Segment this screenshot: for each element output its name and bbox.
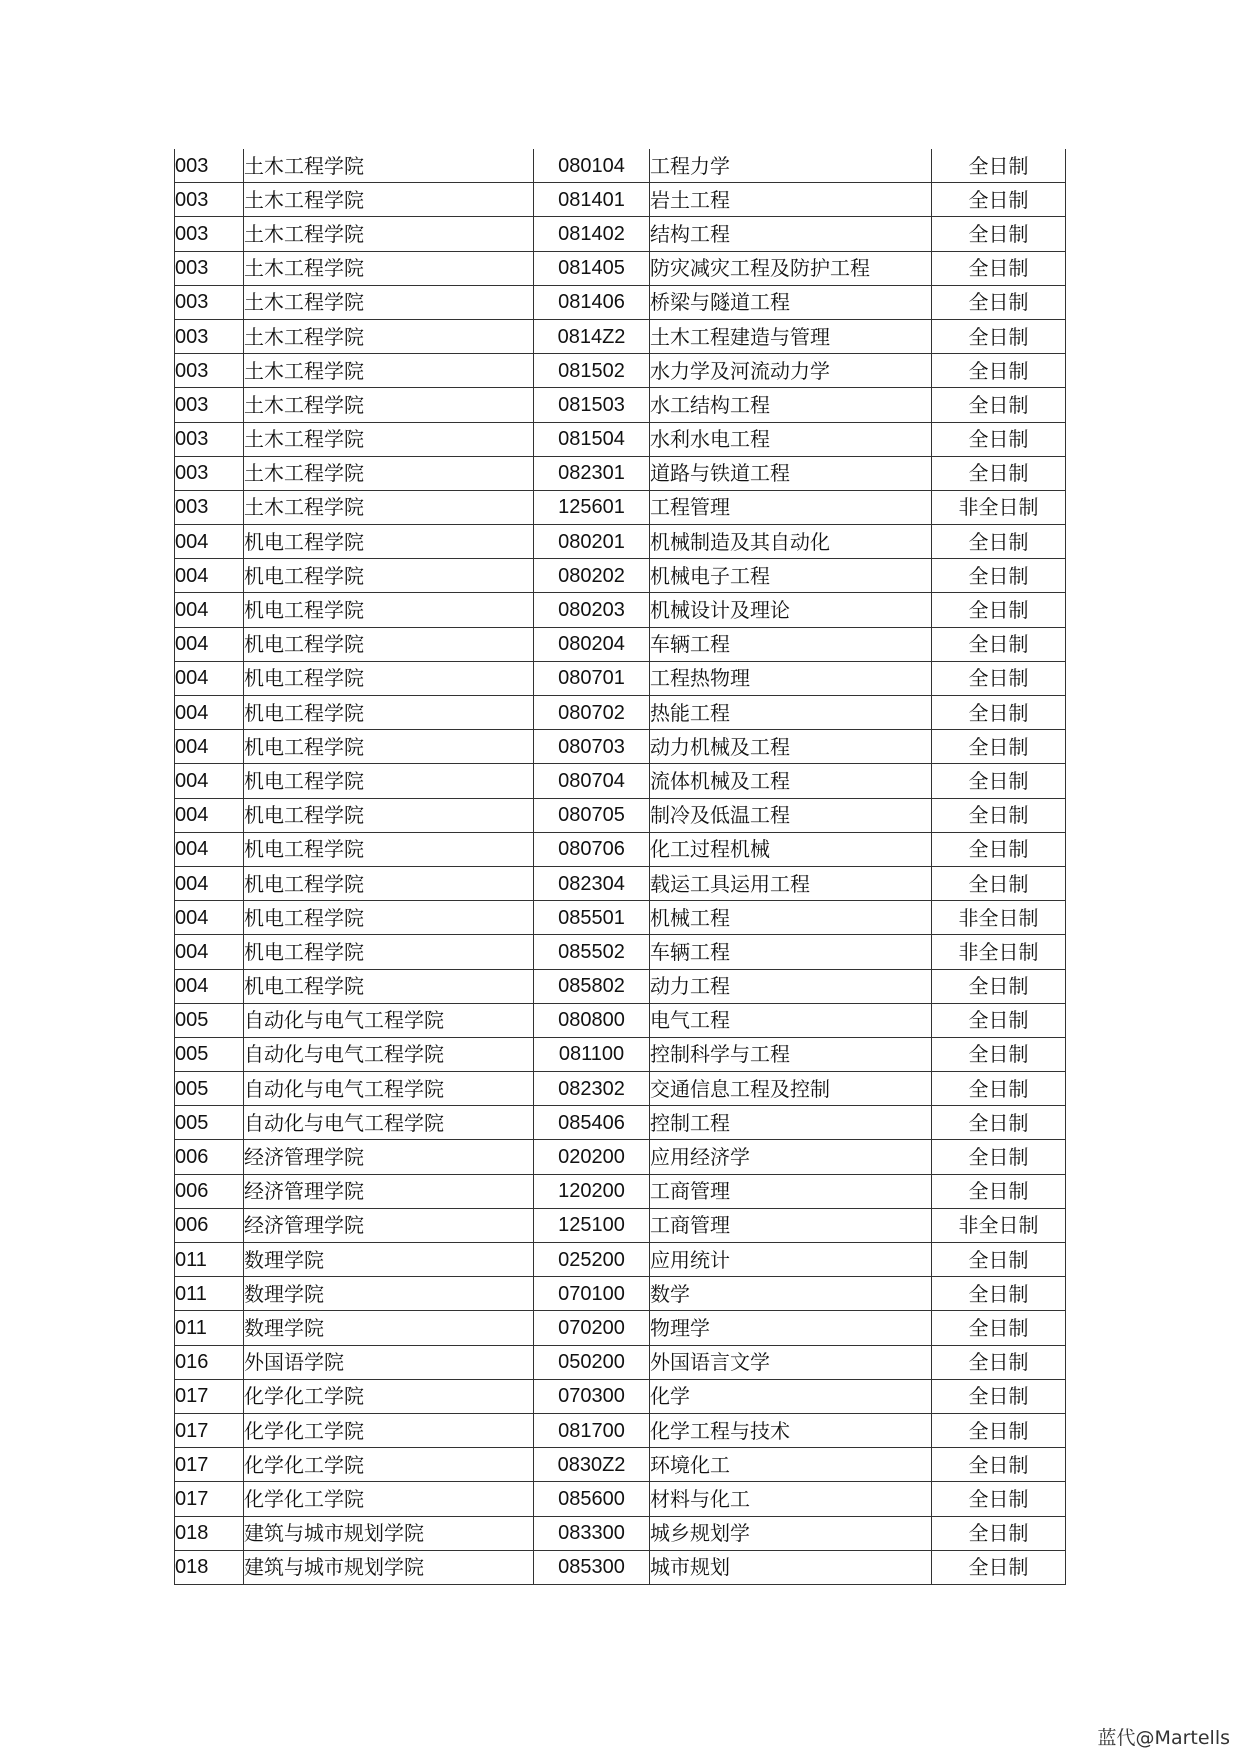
study-mode-cell: 全日制 [932, 183, 1066, 217]
major-code-cell: 080704 [534, 764, 650, 798]
major-name-cell: 应用统计 [650, 1243, 932, 1277]
table-row [175, 1379, 1066, 1413]
school-name-cell: 机电工程学院 [244, 627, 534, 661]
school-name-cell: 数理学院 [244, 1277, 534, 1311]
study-mode-cell: 全日制 [932, 1311, 1066, 1345]
school-code-cell: 003 [175, 251, 244, 285]
school-name-cell: 化学化工学院 [244, 1448, 534, 1482]
school-code-cell: 011 [175, 1277, 244, 1311]
table-row [175, 730, 1066, 764]
table-row [175, 149, 1066, 183]
major-name-cell: 水力学及河流动力学 [650, 354, 932, 388]
study-mode-cell: 全日制 [932, 969, 1066, 1003]
school-name-cell: 土木工程学院 [244, 217, 534, 251]
school-code-cell: 005 [175, 1072, 244, 1106]
major-name-cell: 工商管理 [650, 1208, 932, 1242]
school-name-cell: 土木工程学院 [244, 183, 534, 217]
major-code-cell: 081405 [534, 251, 650, 285]
programs-table [174, 149, 1066, 1585]
study-mode-cell: 全日制 [932, 696, 1066, 730]
major-name-cell: 动力机械及工程 [650, 730, 932, 764]
major-code-cell: 081502 [534, 354, 650, 388]
major-name-cell: 水工结构工程 [650, 388, 932, 422]
study-mode-cell: 全日制 [932, 525, 1066, 559]
study-mode-cell: 全日制 [932, 1448, 1066, 1482]
table-row [175, 490, 1066, 524]
study-mode-cell: 全日制 [932, 1037, 1066, 1071]
major-name-cell: 工程力学 [650, 149, 932, 183]
major-code-cell: 080703 [534, 730, 650, 764]
study-mode-cell: 非全日制 [932, 901, 1066, 935]
school-name-cell: 土木工程学院 [244, 251, 534, 285]
school-name-cell: 机电工程学院 [244, 525, 534, 559]
study-mode-cell: 全日制 [932, 764, 1066, 798]
major-name-cell: 化学工程与技术 [650, 1413, 932, 1447]
study-mode-cell: 全日制 [932, 1174, 1066, 1208]
study-mode-cell: 全日制 [932, 832, 1066, 866]
school-name-cell: 机电工程学院 [244, 935, 534, 969]
table-row [175, 559, 1066, 593]
major-name-cell: 动力工程 [650, 969, 932, 1003]
major-code-cell: 080201 [534, 525, 650, 559]
table-row [175, 593, 1066, 627]
programs-table-body [175, 149, 1066, 1584]
table-row [175, 1140, 1066, 1174]
school-name-cell: 机电工程学院 [244, 593, 534, 627]
school-code-cell: 018 [175, 1516, 244, 1550]
school-name-cell: 建筑与城市规划学院 [244, 1550, 534, 1584]
study-mode-cell: 非全日制 [932, 935, 1066, 969]
school-name-cell: 数理学院 [244, 1311, 534, 1345]
table-row [175, 1516, 1066, 1550]
major-code-cell: 080204 [534, 627, 650, 661]
study-mode-cell: 全日制 [932, 627, 1066, 661]
major-code-cell: 070100 [534, 1277, 650, 1311]
school-code-cell: 004 [175, 627, 244, 661]
study-mode-cell: 全日制 [932, 661, 1066, 695]
major-name-cell: 车辆工程 [650, 935, 932, 969]
school-code-cell: 005 [175, 1003, 244, 1037]
major-code-cell: 080706 [534, 832, 650, 866]
table-row [175, 969, 1066, 1003]
major-name-cell: 机械工程 [650, 901, 932, 935]
school-code-cell: 003 [175, 285, 244, 319]
watermark: 蓝代@Martells [1097, 1727, 1230, 1749]
major-name-cell: 化学 [650, 1379, 932, 1413]
school-name-cell: 机电工程学院 [244, 696, 534, 730]
major-name-cell: 控制工程 [650, 1106, 932, 1140]
study-mode-cell: 全日制 [932, 1379, 1066, 1413]
school-name-cell: 土木工程学院 [244, 422, 534, 456]
major-code-cell: 081700 [534, 1413, 650, 1447]
study-mode-cell: 全日制 [932, 1277, 1066, 1311]
school-name-cell: 自动化与电气工程学院 [244, 1037, 534, 1071]
table-row [175, 525, 1066, 559]
school-name-cell: 土木工程学院 [244, 285, 534, 319]
school-code-cell: 004 [175, 969, 244, 1003]
major-code-cell: 020200 [534, 1140, 650, 1174]
school-code-cell: 005 [175, 1106, 244, 1140]
study-mode-cell: 全日制 [932, 354, 1066, 388]
study-mode-cell: 全日制 [932, 1140, 1066, 1174]
school-code-cell: 004 [175, 866, 244, 900]
major-name-cell: 环境化工 [650, 1448, 932, 1482]
major-name-cell: 土木工程建造与管理 [650, 319, 932, 353]
school-code-cell: 004 [175, 696, 244, 730]
school-name-cell: 化学化工学院 [244, 1482, 534, 1516]
school-code-cell: 006 [175, 1208, 244, 1242]
major-code-cell: 081402 [534, 217, 650, 251]
school-name-cell: 经济管理学院 [244, 1174, 534, 1208]
study-mode-cell: 非全日制 [932, 490, 1066, 524]
major-code-cell: 125100 [534, 1208, 650, 1242]
school-name-cell: 机电工程学院 [244, 798, 534, 832]
school-name-cell: 机电工程学院 [244, 969, 534, 1003]
major-code-cell: 0830Z2 [534, 1448, 650, 1482]
school-name-cell: 经济管理学院 [244, 1140, 534, 1174]
school-code-cell: 003 [175, 490, 244, 524]
major-code-cell: 070300 [534, 1379, 650, 1413]
school-code-cell: 011 [175, 1311, 244, 1345]
table-row [175, 1277, 1066, 1311]
school-name-cell: 化学化工学院 [244, 1413, 534, 1447]
school-code-cell: 003 [175, 456, 244, 490]
school-name-cell: 土木工程学院 [244, 490, 534, 524]
major-code-cell: 081503 [534, 388, 650, 422]
school-code-cell: 017 [175, 1448, 244, 1482]
major-name-cell: 应用经济学 [650, 1140, 932, 1174]
school-name-cell: 机电工程学院 [244, 901, 534, 935]
study-mode-cell: 全日制 [932, 422, 1066, 456]
major-code-cell: 0814Z2 [534, 319, 650, 353]
major-name-cell: 机械电子工程 [650, 559, 932, 593]
table-row [175, 1413, 1066, 1447]
major-code-cell: 082302 [534, 1072, 650, 1106]
table-row [175, 1448, 1066, 1482]
school-code-cell: 003 [175, 217, 244, 251]
major-code-cell: 081401 [534, 183, 650, 217]
study-mode-cell: 全日制 [932, 388, 1066, 422]
major-code-cell: 081100 [534, 1037, 650, 1071]
table-row [175, 217, 1066, 251]
school-code-cell: 004 [175, 730, 244, 764]
major-name-cell: 物理学 [650, 1311, 932, 1345]
school-name-cell: 自动化与电气工程学院 [244, 1106, 534, 1140]
school-code-cell: 018 [175, 1550, 244, 1584]
study-mode-cell: 全日制 [932, 1345, 1066, 1379]
school-name-cell: 自动化与电气工程学院 [244, 1003, 534, 1037]
school-name-cell: 建筑与城市规划学院 [244, 1516, 534, 1550]
table-row [175, 285, 1066, 319]
table-row [175, 1482, 1066, 1516]
school-code-cell: 004 [175, 798, 244, 832]
table-row [175, 183, 1066, 217]
major-code-cell: 080701 [534, 661, 650, 695]
school-code-cell: 011 [175, 1243, 244, 1277]
study-mode-cell: 非全日制 [932, 1208, 1066, 1242]
major-name-cell: 道路与铁道工程 [650, 456, 932, 490]
school-code-cell: 003 [175, 183, 244, 217]
school-name-cell: 土木工程学院 [244, 388, 534, 422]
major-name-cell: 城乡规划学 [650, 1516, 932, 1550]
table-row [175, 1106, 1066, 1140]
major-name-cell: 机械制造及其自动化 [650, 525, 932, 559]
major-code-cell: 082304 [534, 866, 650, 900]
major-name-cell: 外国语言文学 [650, 1345, 932, 1379]
study-mode-cell: 全日制 [932, 559, 1066, 593]
school-name-cell: 机电工程学院 [244, 832, 534, 866]
school-code-cell: 003 [175, 149, 244, 183]
major-name-cell: 热能工程 [650, 696, 932, 730]
table-row [175, 456, 1066, 490]
major-code-cell: 085300 [534, 1550, 650, 1584]
major-name-cell: 化工过程机械 [650, 832, 932, 866]
major-name-cell: 工商管理 [650, 1174, 932, 1208]
study-mode-cell: 全日制 [932, 730, 1066, 764]
school-code-cell: 004 [175, 901, 244, 935]
study-mode-cell: 全日制 [932, 217, 1066, 251]
table-row [175, 1243, 1066, 1277]
major-name-cell: 流体机械及工程 [650, 764, 932, 798]
table-row [175, 354, 1066, 388]
table-row [175, 319, 1066, 353]
major-code-cell: 025200 [534, 1243, 650, 1277]
school-code-cell: 006 [175, 1140, 244, 1174]
table-row [175, 1550, 1066, 1584]
study-mode-cell: 全日制 [932, 285, 1066, 319]
study-mode-cell: 全日制 [932, 1003, 1066, 1037]
school-name-cell: 机电工程学院 [244, 764, 534, 798]
study-mode-cell: 全日制 [932, 1550, 1066, 1584]
study-mode-cell: 全日制 [932, 1072, 1066, 1106]
school-code-cell: 004 [175, 559, 244, 593]
major-code-cell: 085802 [534, 969, 650, 1003]
major-name-cell: 载运工具运用工程 [650, 866, 932, 900]
school-code-cell: 017 [175, 1379, 244, 1413]
major-name-cell: 车辆工程 [650, 627, 932, 661]
major-code-cell: 081504 [534, 422, 650, 456]
major-name-cell: 城市规划 [650, 1550, 932, 1584]
study-mode-cell: 全日制 [932, 149, 1066, 183]
study-mode-cell: 全日制 [932, 1106, 1066, 1140]
table-row [175, 798, 1066, 832]
table-row [175, 935, 1066, 969]
study-mode-cell: 全日制 [932, 866, 1066, 900]
major-name-cell: 制冷及低温工程 [650, 798, 932, 832]
table-row [175, 696, 1066, 730]
major-name-cell: 桥梁与隧道工程 [650, 285, 932, 319]
major-code-cell: 083300 [534, 1516, 650, 1550]
school-name-cell: 机电工程学院 [244, 559, 534, 593]
table-row [175, 866, 1066, 900]
school-name-cell: 自动化与电气工程学院 [244, 1072, 534, 1106]
major-code-cell: 080800 [534, 1003, 650, 1037]
major-code-cell: 070200 [534, 1311, 650, 1345]
study-mode-cell: 全日制 [932, 798, 1066, 832]
school-code-cell: 017 [175, 1482, 244, 1516]
school-name-cell: 化学化工学院 [244, 1379, 534, 1413]
school-code-cell: 017 [175, 1413, 244, 1447]
major-name-cell: 工程管理 [650, 490, 932, 524]
major-code-cell: 085406 [534, 1106, 650, 1140]
major-name-cell: 数学 [650, 1277, 932, 1311]
major-name-cell: 电气工程 [650, 1003, 932, 1037]
school-code-cell: 004 [175, 525, 244, 559]
major-code-cell: 080202 [534, 559, 650, 593]
school-code-cell: 004 [175, 661, 244, 695]
school-code-cell: 003 [175, 354, 244, 388]
school-name-cell: 机电工程学院 [244, 730, 534, 764]
table-row [175, 1003, 1066, 1037]
major-code-cell: 085502 [534, 935, 650, 969]
study-mode-cell: 全日制 [932, 593, 1066, 627]
major-name-cell: 机械设计及理论 [650, 593, 932, 627]
school-code-cell: 006 [175, 1174, 244, 1208]
table-row [175, 764, 1066, 798]
school-code-cell: 003 [175, 422, 244, 456]
school-name-cell: 土木工程学院 [244, 456, 534, 490]
table-row [175, 627, 1066, 661]
major-code-cell: 080702 [534, 696, 650, 730]
school-name-cell: 数理学院 [244, 1243, 534, 1277]
study-mode-cell: 全日制 [932, 1243, 1066, 1277]
study-mode-cell: 全日制 [932, 456, 1066, 490]
school-name-cell: 土木工程学院 [244, 149, 534, 183]
table-row [175, 1174, 1066, 1208]
major-name-cell: 水利水电工程 [650, 422, 932, 456]
study-mode-cell: 全日制 [932, 1482, 1066, 1516]
study-mode-cell: 全日制 [932, 1413, 1066, 1447]
major-code-cell: 085501 [534, 901, 650, 935]
school-code-cell: 016 [175, 1345, 244, 1379]
major-name-cell: 岩土工程 [650, 183, 932, 217]
major-code-cell: 125601 [534, 490, 650, 524]
study-mode-cell: 全日制 [932, 251, 1066, 285]
table-row [175, 1208, 1066, 1242]
major-code-cell: 080203 [534, 593, 650, 627]
major-name-cell: 交通信息工程及控制 [650, 1072, 932, 1106]
major-code-cell: 080104 [534, 149, 650, 183]
major-code-cell: 080705 [534, 798, 650, 832]
major-name-cell: 结构工程 [650, 217, 932, 251]
table-row [175, 1311, 1066, 1345]
table-row [175, 1345, 1066, 1379]
major-code-cell: 050200 [534, 1345, 650, 1379]
table-row [175, 422, 1066, 456]
school-code-cell: 004 [175, 593, 244, 627]
major-code-cell: 081406 [534, 285, 650, 319]
school-code-cell: 004 [175, 832, 244, 866]
school-name-cell: 机电工程学院 [244, 866, 534, 900]
school-code-cell: 003 [175, 388, 244, 422]
table-row [175, 832, 1066, 866]
major-name-cell: 工程热物理 [650, 661, 932, 695]
school-code-cell: 004 [175, 764, 244, 798]
school-name-cell: 机电工程学院 [244, 661, 534, 695]
table-row [175, 251, 1066, 285]
table-row [175, 1072, 1066, 1106]
school-name-cell: 土木工程学院 [244, 319, 534, 353]
major-code-cell: 120200 [534, 1174, 650, 1208]
major-name-cell: 防灾减灾工程及防护工程 [650, 251, 932, 285]
major-code-cell: 085600 [534, 1482, 650, 1516]
school-code-cell: 004 [175, 935, 244, 969]
table-row [175, 388, 1066, 422]
table-row [175, 661, 1066, 695]
study-mode-cell: 全日制 [932, 319, 1066, 353]
study-mode-cell: 全日制 [932, 1516, 1066, 1550]
table-row [175, 901, 1066, 935]
major-name-cell: 控制科学与工程 [650, 1037, 932, 1071]
table-row [175, 1037, 1066, 1071]
major-code-cell: 082301 [534, 456, 650, 490]
school-code-cell: 003 [175, 319, 244, 353]
school-name-cell: 经济管理学院 [244, 1208, 534, 1242]
major-name-cell: 材料与化工 [650, 1482, 932, 1516]
school-name-cell: 外国语学院 [244, 1345, 534, 1379]
school-name-cell: 土木工程学院 [244, 354, 534, 388]
school-code-cell: 005 [175, 1037, 244, 1071]
